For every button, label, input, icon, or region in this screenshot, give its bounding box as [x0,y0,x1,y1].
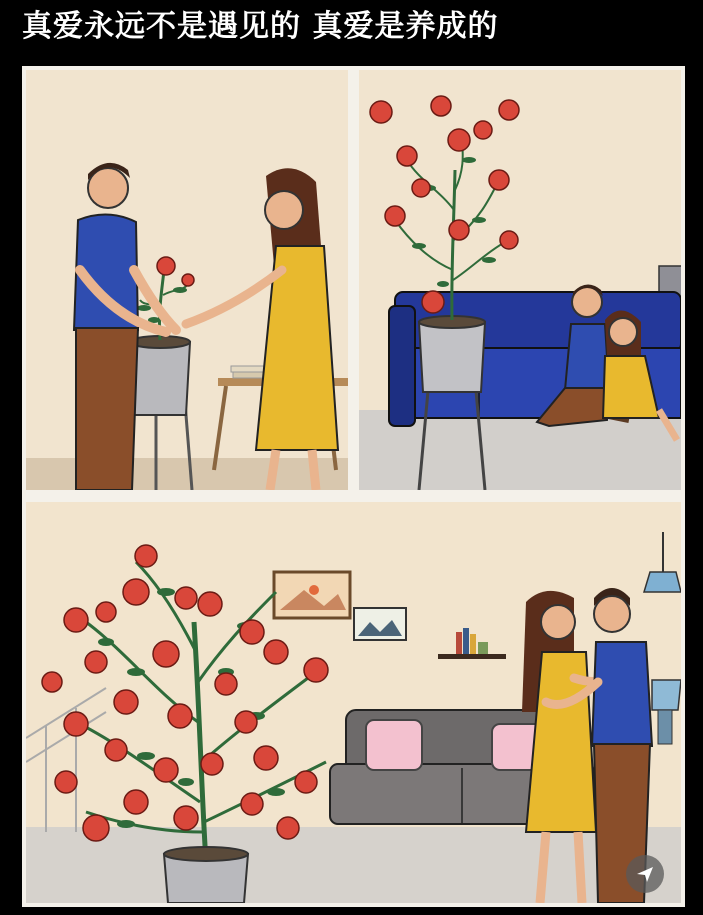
paper-plane-icon [635,864,655,884]
panel-blooming [26,502,681,903]
panel-planting [26,70,348,490]
caption-title: 真爱永远不是遇见的 真爱是养成的 [22,9,499,44]
framed-picture-large [274,572,350,618]
growing-illustration [359,70,681,490]
planting-illustration [26,70,348,490]
flower-pot [419,316,485,392]
framed-picture-small [354,608,406,640]
blooming-illustration [26,502,681,903]
share-button[interactable] [626,855,664,893]
panel-growing [359,70,681,490]
flower-pot [130,336,190,415]
floor [26,458,348,490]
comic-strip [22,66,685,907]
flower-pot [164,847,248,903]
